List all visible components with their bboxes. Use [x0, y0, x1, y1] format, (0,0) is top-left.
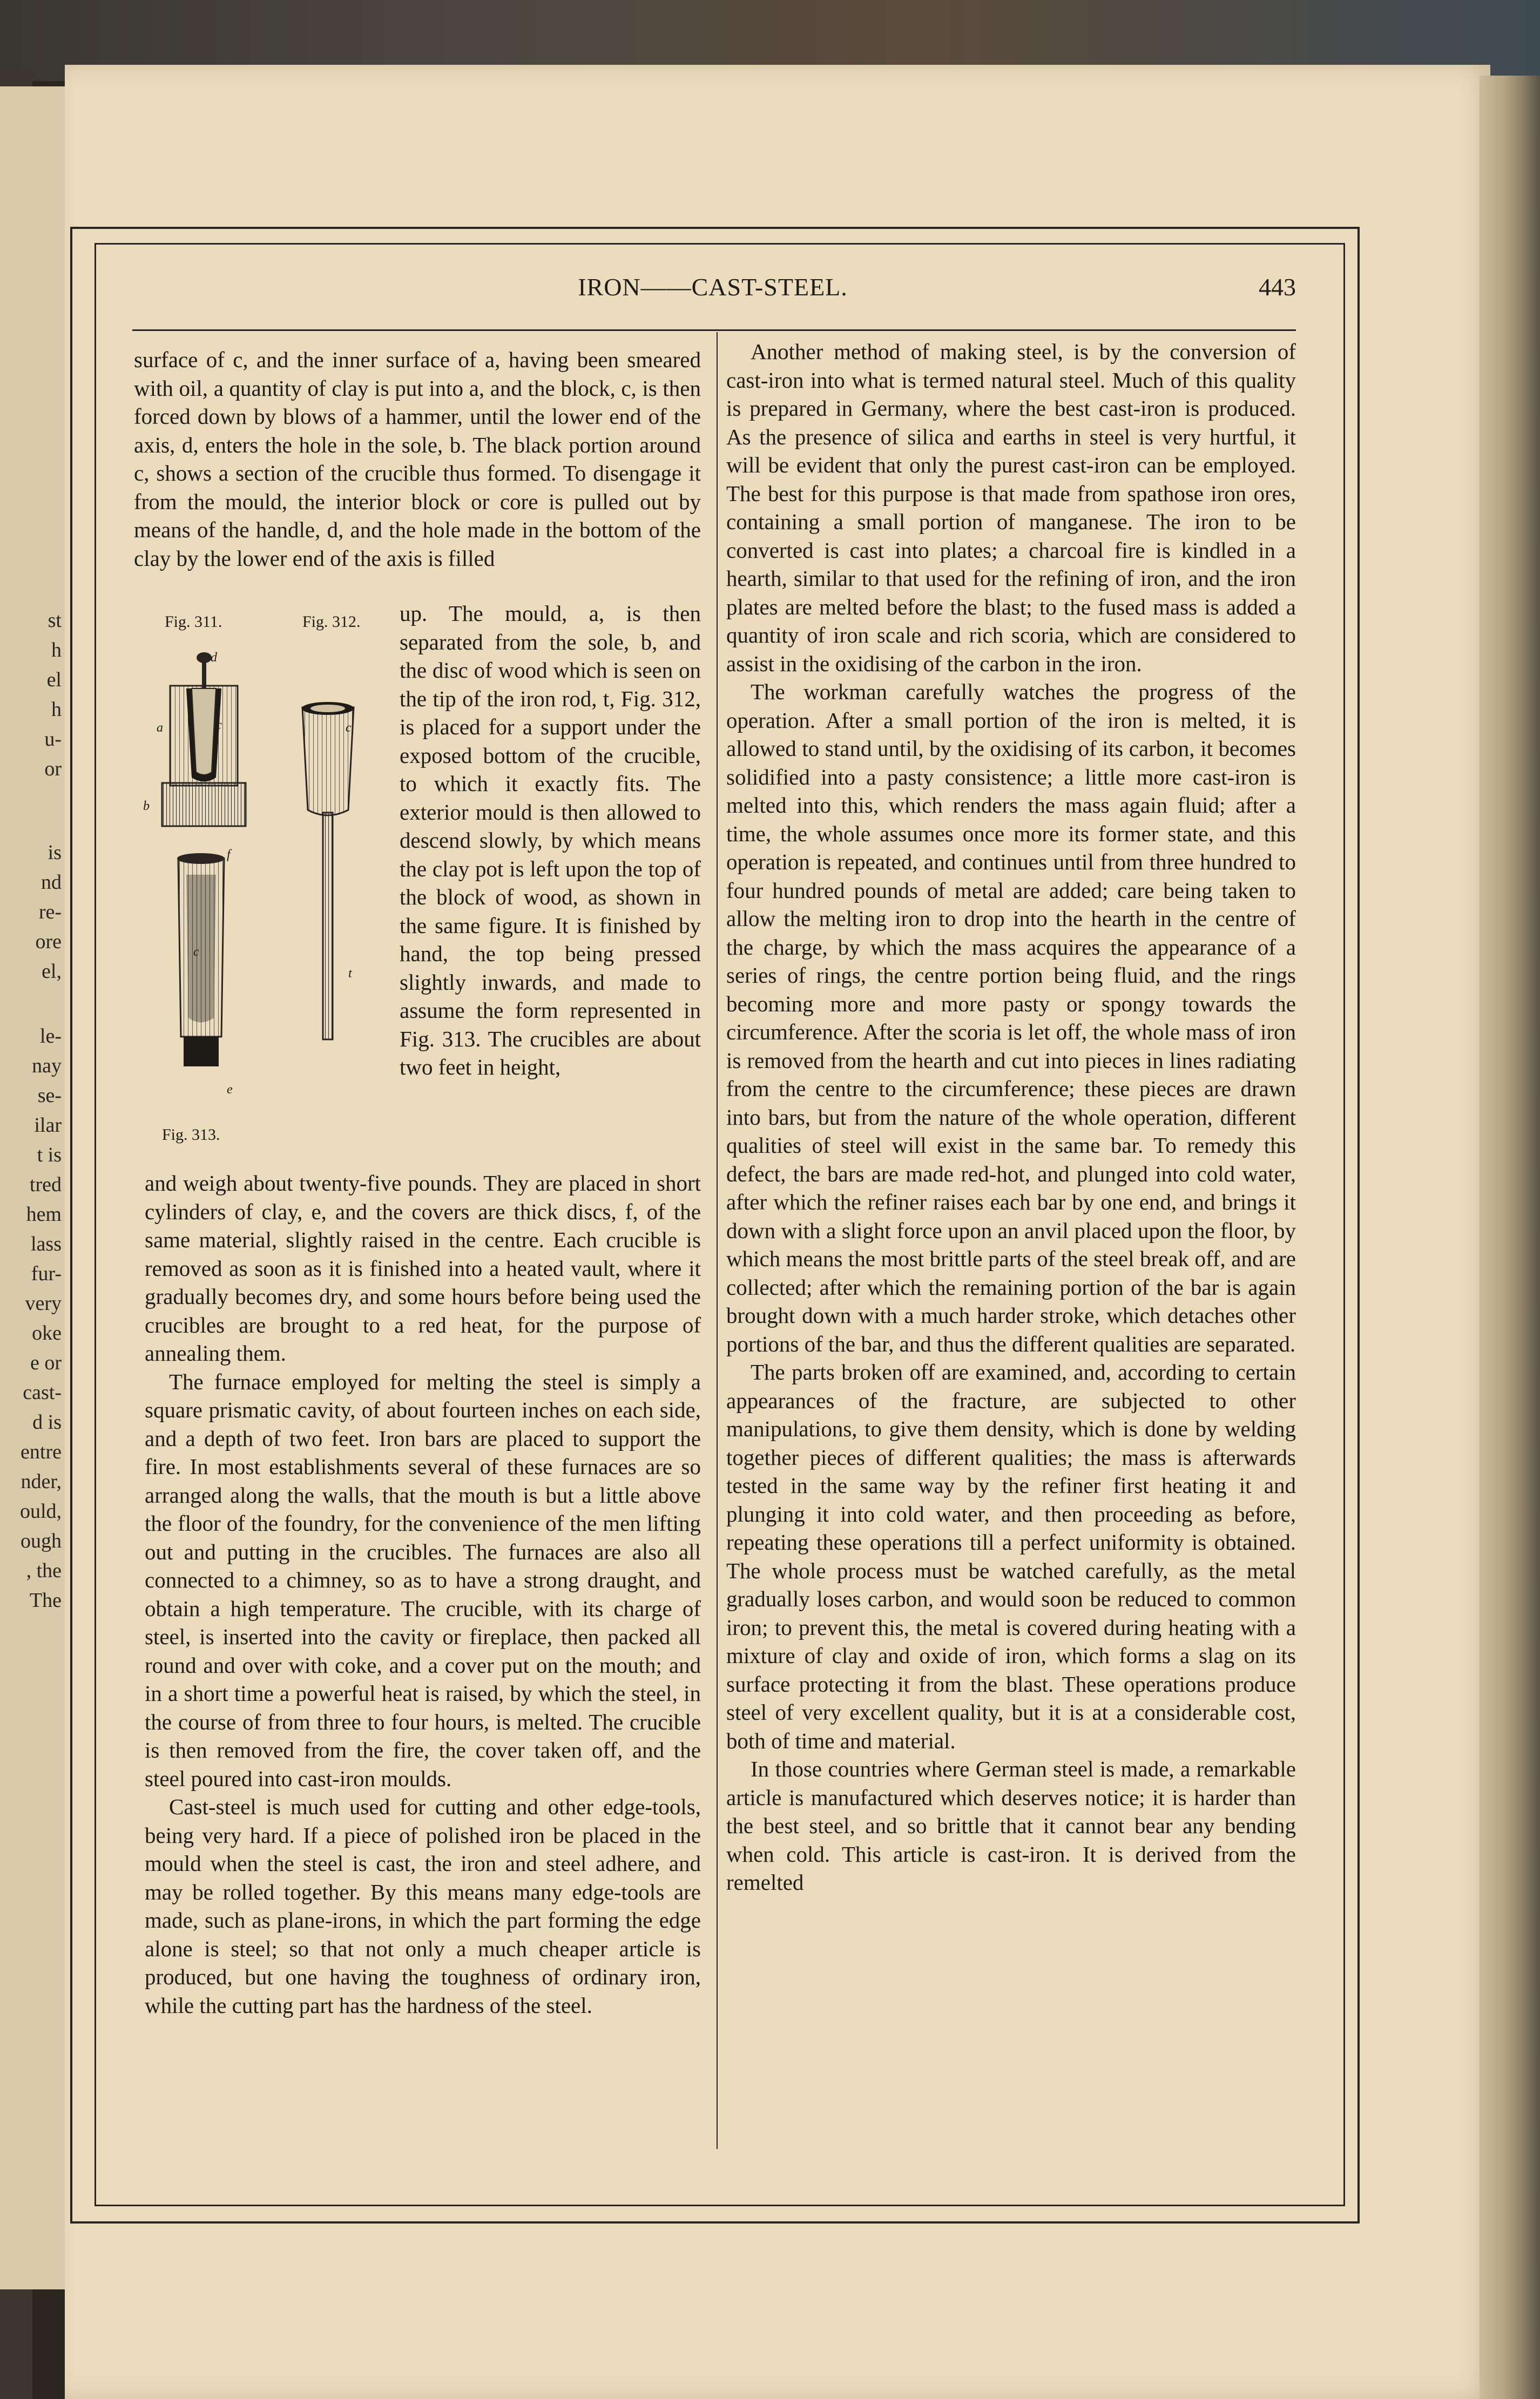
previous-page-fragment: le-	[39, 1025, 62, 1048]
crucible-illustration	[140, 621, 389, 1172]
fig-letter-a: a	[157, 721, 163, 735]
previous-page-fragment: ilar	[34, 1114, 62, 1137]
previous-page-fragment: re-	[38, 901, 62, 923]
paragraph: Cast-steel is much used for cutting and other edge-tools, being very hard. If a piece of polished iron be placed in the mould when the steel is cast, the iron and steel adhere, and may be rolled together. By this means many edge-tools are made, such as plane-irons, in which the part forming the edge alone is steel; so that not only a much cheaper article is produced, but one having the toughness of ordinary iron, while the cutting part has the hardness of the steel.	[145, 1794, 701, 2018]
fig-311-drawing	[162, 652, 246, 826]
previous-page-fragment: entre	[21, 1441, 62, 1463]
previous-page-fragment: or	[44, 758, 62, 780]
previous-page-fragment: u-	[44, 728, 62, 751]
previous-page-edge	[0, 86, 68, 2289]
previous-page-fragment: nder,	[21, 1470, 62, 1493]
paragraph: up. The mould, a, is then separated from the sole, b, and the disc of wood which is seen on the tip of the iron rod, t, Fig. 312, is placed for a support under the exposed bottom of the crucible, to which it exactly fits. The exterior mould is then allowed to descend slowly, by which means the clay pot is left upon the top of the block of wood, as shown in the same figure. It is finished by hand, the top being pressed slightly inwards, and made to assume the form represented in Fig. 313. The crucibles are about two feet in height,	[400, 601, 701, 1079]
fig-letter-t: t	[348, 967, 352, 981]
left-column-beside-figure	[400, 599, 701, 1082]
page-number: 443	[1259, 273, 1296, 301]
fig-311-label: Fig. 311.	[165, 613, 222, 631]
fig-312-drawing	[302, 702, 354, 1039]
previous-page-fragment: lass	[31, 1233, 62, 1255]
previous-page-fragment: d is	[32, 1411, 62, 1434]
paragraph: The furnace employed for melting the steel is simply a square prismatic cavity, of about fourteen inches on each side, and a depth of two feet. Iron bars are placed to support the fire. In most establishments several of these furnaces are so arranged along the walls, that the mouth is but a little above the floor of the foundry, for the convenience of the men lifting out and putting in the crucibles. The furnaces are also all connected to a chimney, so as to have a strong draught, and obtain a high temperature. The crucible, with its charge of steel, is inserted into the cavity or fireplace, then packed all round and over with coke, and a cover put on the mouth; and in a short time a powerful heat is raised, by which the steel, in the course of from three to four hours, is melted. The crucible is then removed from the fire, the cover taken off, and the steel poured into cast-iron moulds.	[145, 1369, 701, 1791]
fig-313-label: Fig. 313.	[162, 1126, 220, 1144]
previous-page-fragment: nd	[41, 871, 62, 894]
left-column-top	[134, 346, 701, 572]
previous-page-fragment: st	[48, 609, 62, 632]
right-column	[726, 337, 1296, 1897]
previous-page-fragment: el,	[42, 960, 62, 983]
previous-page-fragment: tred	[29, 1173, 62, 1196]
previous-page-fragment: ore	[35, 930, 62, 953]
previous-page-fragment: t is	[37, 1144, 62, 1166]
fig-313-drawing	[177, 853, 225, 1066]
previous-page-fragment: nay	[32, 1055, 62, 1077]
previous-page-fragment: h	[51, 639, 62, 661]
page-stack-edge	[1480, 76, 1540, 2399]
previous-page-fragment: hem	[26, 1203, 62, 1226]
fig-letter-e: e	[227, 1083, 233, 1097]
fig-letter-c: c	[216, 718, 222, 732]
paragraph: The workman carefully watches the progress of the operation. After a small portion of the iron is melted, it is allowed to stand until, by the oxidising of its carbon, it becomes solidified into a pasty consistence; a little more cast-iron is melted into this, which renders the mass again fluid; after a time, the whole assumes once more its former state, and this operation is repeated, and continues until from three hundred to four hundred pounds of metal are added; care being taken to allow the melting iron to drop into the hearth in the centre of the charge, by which the mass acquires the appearance of a series of rings, the centre portion being fluid, and the rings becoming more and more pasty or spongy towards the circumference. After the scoria is let off, the whole mass of iron is removed from the hearth and cut into pieces in lines radiating from the centre to the circumference; these pieces are drawn into bars, but from the nature of the whole operation, different qualities of steel will exist in the same bar. To remedy this defect, the bars are made red-hot, and plunged into cold water, after which the refiner raises each bar by one end, and brings it down with a slight force upon an anvil placed upon the floor, by which means the most brittle parts of the steel break off, and are collected; after which the remaining portion of the bar is again brought down with a much harder stroke, which detaches other portions of the bar, and thus the different qualities are separated.	[726, 679, 1296, 1356]
column-divider	[717, 332, 718, 2149]
previous-page-fragment: oke	[32, 1322, 62, 1344]
paragraph: surface of c, and the inner surface of a, having been smeared with oil, a quantity of clay is put into a, and the block, c, is then forced down by blows of a hammer, until the lower end of the axis, d, enters the hole in the sole, b. The black portion around c, shows a section of the crucible thus formed. To disengage it from the mould, the interior block or core is pulled out by means of the handle, d, and the hole made in the bottom of the clay by the lower end of the axis is filled	[134, 347, 701, 571]
previous-page-fragment: ould,	[19, 1500, 62, 1523]
paragraph: Another method of making steel, is by the conversion of cast-iron into what is termed natural steel. Much of this quality is prepared in Germany, where the best cast-iron is produced. As the presence of silica and earths in steel is very hurtful, it will be evident that only the purest cast-iron can be employed. The best for this purpose is that made from spathose iron ores, containing a small portion of manganese. The iron to be converted is cast into plates; a charcoal fire is kindled in a hearth, similar to that used for the refining of iron, and the iron plates are melted before the blast; to the fused mass is added a quantity of iron scale and rich scoria, which are considered to assist in the oxidising of the carbon in the iron.	[726, 339, 1296, 676]
running-head: IRON——CAST-STEEL.	[578, 273, 848, 301]
previous-page-fragment: very	[25, 1292, 62, 1315]
paragraph: and weigh about twenty-five pounds. They are placed in short cylinders of clay, e, and the covers are thick discs, f, of the same material, slightly raised in the centre. Each crucible is removed as soon as it is finished into a heated vault, where it gradually becomes dry, and some hours before being used the crucibles are brought to a red heat, for the purpose of annealing them.	[145, 1171, 701, 1366]
previous-page-fragment: fur-	[31, 1262, 62, 1285]
previous-page-fragment: el	[46, 668, 62, 691]
paragraph: In those countries where German steel is made, a remarkable article is manufactured which deserves notice; it is harder than the best steel, and so brittle that it cannot bear any bending when cold. This article is cast-iron. It is derived from the remelted	[726, 1756, 1296, 1895]
previous-page-fragment: h	[51, 698, 62, 721]
previous-page-fragment: cast-	[23, 1381, 62, 1404]
previous-page-fragment: The	[29, 1589, 62, 1612]
previous-page-fragment: e or	[30, 1351, 62, 1374]
page-header	[130, 273, 1296, 316]
previous-page-fragment: is	[48, 841, 62, 864]
fig-letter-b: b	[143, 799, 150, 813]
previous-page-fragment: , the	[26, 1559, 62, 1582]
fig-letter-f: f	[227, 848, 231, 862]
fig-letter-c2: c	[346, 721, 352, 735]
fig-312-label: Fig. 312.	[302, 613, 361, 631]
crucible-figures	[140, 613, 389, 1172]
previous-page-fragment: se-	[37, 1084, 62, 1107]
fig-letter-d: d	[211, 651, 217, 665]
header-rule	[132, 329, 1296, 331]
paragraph: The parts broken off are examined, and, according to certain appearances of the fracture, are subjected to other manipulations, to give them density, which is done by welding together pieces of different qualities; the mass is afterwards tested in the same way by the refiner first heating it and plunging it into cold water, and then proceeding as before, repeating these operations till a perfect uniformity is obtained. The whole process must be watched carefully, as the metal gradually loses carbon, and would soon be reduced to common iron; to prevent this, the metal is covered during heating with a mixture of clay and oxide of iron, which forms a slag on its surface protecting it from the blast. These operations produce steel of very excellent quality, but it is at a considerable cost, both of time and material.	[726, 1360, 1296, 1753]
left-column-bottom	[145, 1169, 701, 2019]
fig-letter-c3: c	[193, 945, 199, 959]
previous-page-fragment: ough	[21, 1530, 62, 1552]
